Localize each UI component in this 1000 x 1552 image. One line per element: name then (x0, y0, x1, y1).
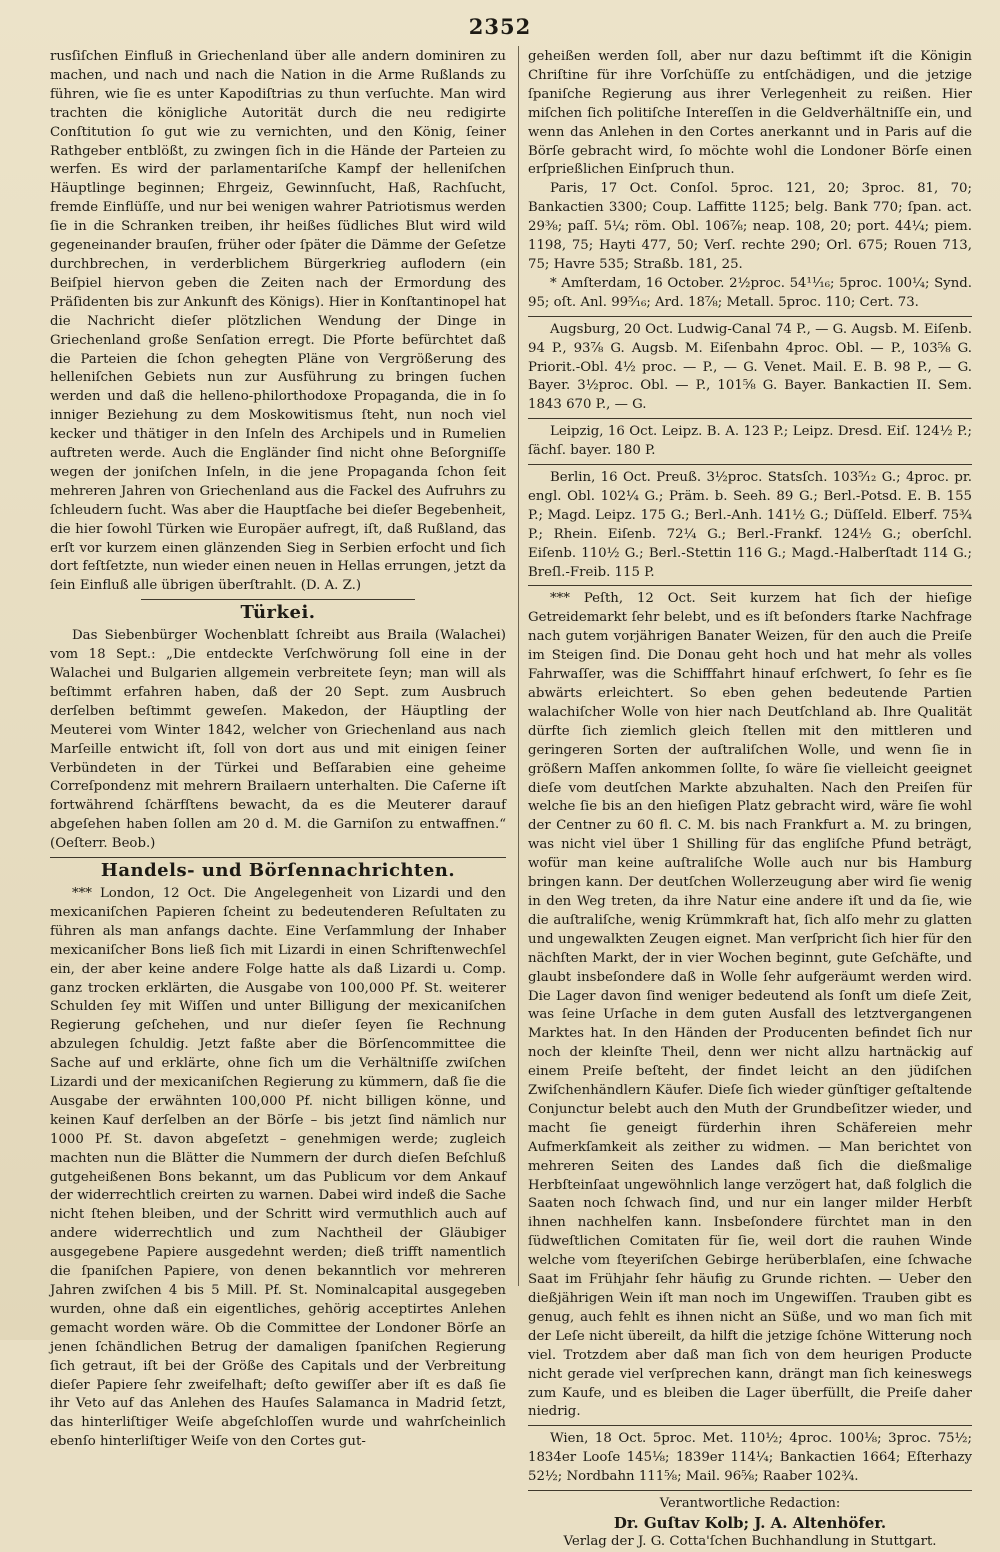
section-rule (50, 857, 506, 858)
amsterdam-market-report: * Amſterdam, 16 October. 2½proc. 54¹¹⁄₁₆; 5proc. 100¼; Synd. 95; oſt. Anl. 99⁵⁄₁₆; Ard. 18⅞; Metall. 5proc. 110; Cert. 73. (528, 275, 972, 310)
greece-article: rusſiſchen Einfluß in Griechenland über alle andern dominiren zu machen, und nach und nach die Nation in die Arme Rußlands zu führen, wie ſie es unter Kapodiſtrias zu thun verſuchte. Man wird trachten die königliche Autorität durch die neu redigirte Conſtitution ſo gut wie zu vernichten, und den König, ſeiner Rathgeber entblößt, zu zwingen ſich in die Hände der Parteien zu werfen. Es wird der parlamentariſche Kampf der helleniſchen Häuptlinge beginnen; Ehrgeiz, Gewinnſucht, Haß, Rachſucht, fremde Einflüſſe, und nur bei wenigen wahrer Patriotismus werden ſie in die Schranken treiben, ihr heißes ſüdliches Blut wird wild gegeneinander brauſen, früher oder ſpäter die Dämme der Geſetze durchbrechen, in verderblichem Bürgerkrieg auflodern (ein Beiſpiel hiervon geben die Zeiten nach der Ermordung des Präſidenten bis zur Ankunft des Königs). Hier in Konſtantinopel hat die Nachricht dieſer plötzlichen Wendung der Dinge in Griechenland große Senſation erregt. Die Pforte befürchtet daß die Parteien die ſchon gehegten Pläne von Vergrößerung des helleniſchen Gebiets nun zur Ausführung zu bringen ſuchen werden und daß die helleno-philorthodoxe Propaganda, die in ſo inniger Beziehung zu dem Moskowitismus ſteht, nun noch viel kecker und thätiger in den Inſeln des Archipels und in Rumelien auftreten werde. Auch die Engländer ſind nicht ohne Beſorgniſſe wegen der joniſchen Inſeln, in die jene Propaganda ſchon ſeit mehreren Jahren von Griechenland aus die Fackel des Aufruhrs zu ſchleudern ſucht. Was aber die Hauptſache bei dieſer Begebenheit, die hier ſowohl Türken wie Europäer aufregt, iſt, daß Rußland, das erſt vor kurzem einen glänzenden Sieg in Serbien erfocht und ſich dort feſtſetzte, nun wieder einen neuen in Hellas errungen, jetzt da ſein Einfluß alle übrigen überſtrahlt. (D. A. Z.) (50, 49, 506, 594)
right-column (528, 48, 972, 1552)
section-rule (141, 599, 415, 600)
trade-heading: Handels- und Börſennachrichten. (100, 860, 456, 882)
editorial-heading: Verantwortliche Redaction: (659, 1496, 841, 1512)
left-column (50, 48, 506, 1452)
column-divider (518, 46, 519, 1286)
page-number: 2352 (468, 14, 532, 39)
section-rule (528, 418, 972, 419)
turkey-article: Das Siebenbürger Wochenblatt ſchreibt aus Braila (Walachei) vom 18 Sept.: „Die entdeckte Verſchwörung ſoll eine in der Walachei und Bulgarien allgemein verbreitete ſeyn; man will als beſtimmt erfahren haben, daß der 20 Sept. zum Ausbruch derſelben beſtimmt geweſen. Makedon, der Häuptling der Meuterei vom Winter 1842, welcher von Griechenland aus nach Marſeille entwicht iſt, ſoll von dort aus und mit einigen ſeiner Verbündeten in der Türkei und Beſſarabien eine geheime Correſpondenz mit mehrern Brailaern unterhalten. Die Caſerne iſt fortwährend ſchärfſtens bewacht, da es die Meuterer darauf abgeſehen haben ſollen am 20 d. M. die Garniſon zu entwaffnen.“ (Oeſterr. Beob.) (50, 628, 506, 852)
london-article-continued: geheißen werden ſoll, aber nur dazu beſtimmt iſt die Königin Chriſtine für ihre Vorſchüſſe zu entſchädigen, und die jetzige ſpaniſche Regierung aus ihrer Verlegenheit zu reißen. Hier miſchen ſich politiſche Intereſſen in die Geldverhältniſſe ein, und wenn das Anlehen in den Cortes anerkannt und in Paris auf die Börſe gebracht wird, ſo möchte wohl die Londoner Börſe einen erſprießlichen Einſpruch thun. (528, 49, 972, 178)
pesth-article: *** Peſth, 12 Oct. Seit kurzem hat ſich der hieſige Getreidemarkt ſehr belebt, und es iſt beſonders ſtarke Nachfrage nach gutem vorjährigen Banater Weizen, für den auch die Preiſe im Steigen ſind. Die Donau geht hoch und hat mehr als volles Fahrwaſſer, was die Schifffahrt hinauf erſchwert, ſo ſehr es ſie abwärts erleichtert. So eben gehen bedeutende Partien walachiſcher Wolle von hier nach Deutſchland ab. Ihre Qualität dürfte ſich ziemlich gleich ſtellen mit den mittleren und geringeren Sorten der auſtraliſchen Wolle, und wenn ſie in größern Maſſen ankommen ſollte, ſo wäre ſie vielleicht geeignet dieſe vom deutſchen Markte abzuhalten. Nach den Preiſen für welche ſie bis an den hieſigen Platz gebracht wird, wäre ſie wohl der Centner zu 60 fl. C. M. bis nach Frankfurt a. M. zu bringen, was nicht viel über 1 Shilling für das engliſche Pfund beträgt, wofür man keine auſtraliſche Wolle auch nur bis Hamburg bringen kann. Der deutſchen Wollerzeugung aber wird ſie wenig in den Weg treten, da ihre Natur eine andere iſt und da ſie, wie die auſtraliſche, wenig Krümmkraft hat, ſich alſo mehr zu glatten und ungewalkten Zeugen eignet. Man verſpricht ſich hier für den nächſten Markt, der in vier Wochen beginnt, gute Geſchäfte, und glaubt insbeſondere daß in Wolle ſehr aufgeräumt werden wird. Die Lager davon ſind weniger bedeutend als ſonſt um dieſe Zeit, was ſeine Urſache in dem guten Ausfall des letztvergangenen Marktes hat. In den Händen der Producenten befindet ſich nur noch der kleinſte Theil, denn wer nicht allzu hartnäckig auf einem Preiſe beſteht, der findet leicht an den jüdiſchen Zwiſchenhändlern Käufer. Dieſe ſich wieder günſtiger geſtaltende Conjunctur belebt auch den Muth der Grundbeſitzer wieder, und macht ſie geneigt fürderhin ihren Schäfereien mehr Aufmerkſamkeit als zeither zu widmen. — Man berichtet von mehreren Seiten des Landes daß ſich die dießmalige Herbſteinſaat ungewöhnlich lange verzögert hat, daß folglich die Saaten noch ſchwach ſind, und nur ein langer milder Herbſt ihnen nachhelfen kann. Insbeſondere fürchtet man in den ſüdweſtlichen Comitaten für ſie, weil dort die rauhen Winde welche vom ſteyeriſchen Gebirge herüberblaſen, eine ſchwache Saat im Frühjahr ſehr häufig zu Grunde richten. — Ueber den dießjährigen Wein iſt man noch im Ungewiſſen. Trauben gibt es genug, auch fehlt es ihnen nicht an Süße, und wo man ſich mit der Leſe nicht übereilt, da hilft die jetzige ſchöne Witterung noch viel. Trotzdem aber daß man ſich von dem heurigen Producte nicht gerade viel verſprechen kann, drängt man ſich keineswegs zum Kaufe, und es bleiben die Lager überfüllt, die Preiſe daher niedrig. (528, 591, 972, 1420)
wien-market-report: Wien, 18 Oct. 5proc. Met. 110½; 4proc. 100⅛; 3proc. 75½; 1834er Looſe 145⅛; 1839er 114¼; Bankactien 1664; Eſterhazy 52½; Nordbahn 111⅝; Mail. 96⅝; Raaber 102¾. (528, 1431, 972, 1485)
section-rule (528, 316, 972, 317)
berlin-market-report: Berlin, 16 Oct. Preuß. 3½proc. Statsſch. 103⁵⁄₁₂ G.; 4proc. pr. engl. Obl. 102¼ G.; Präm. b. Seeh. 89 G.; Berl.-Potsd. E. B. 155 P.; Magd. Leipz. 175 G.; Berl.-Anh. 141½ G.; Düſſeld. Elberf. 75¾ P.; Rhein. Eiſenb. 72¼ G.; Berl.-Frankf. 124½ G.; oberſchl. Eiſenb. 110½ G.; Berl.-Stettin 116 G.; Magd.-Halberſtadt 114 G.; Breſl.-Freib. 115 P. (528, 470, 972, 580)
editor-names: Dr. Guſtav Kolb; J. A. Altenhöfer. (613, 1513, 887, 1532)
augsburg-market-report: Augsburg, 20 Oct. Ludwig-Canal 74 P., — G. Augsb. M. Eiſenb. 94 P., 93⅞ G. Augsb. M. Eiſenbahn 4proc. Obl. — P., 103⅝ G. Priorit.-Obl. 4½ proc. — P., — G. Venet. Mail. E. B. 98 P., — G. Bayer. 3½proc. Obl. — P., 101⅝ G. Bayer. Bankactien II. Sem. 1843 670 P., — G. (528, 321, 972, 413)
publisher-line: Verlag der J. G. Cotta'ſchen Buchhandlung in Stuttgart. (563, 1533, 937, 1549)
editorial-imprint (528, 1495, 972, 1552)
section-rule (528, 1490, 972, 1491)
paris-market-report: Paris, 17 Oct. Conſol. 5proc. 121, 20; 3proc. 81, 70; Bankactien 3300; Coup. Laffitte 1125; belg. Bank 770; ſpan. act. 29⅜; paſſ. 5¼; röm. Obl. 106⅞; neap. 108, 20; port. 44¼; piem. 1198, 75; Hayti 477, 50; Verſ. rechte 290; Orl. 675; Rouen 713, 75; Havre 535; Straßb. 181, 25. (528, 181, 972, 272)
section-rule (528, 585, 972, 586)
turkey-heading: Türkei. (240, 602, 316, 624)
leipzig-market-report: Leipzig, 16 Oct. Leipz. B. A. 123 P.; Leipz. Dresd. Eiſ. 124½ P.; ſächſ. bayer. 180 P. (528, 424, 972, 459)
section-rule (528, 464, 972, 465)
section-rule (528, 1425, 972, 1426)
london-article: *** London, 12 Oct. Die Angelegenheit von Lizardi und den mexicaniſchen Papieren ſcheint zu bedeutenderen Reſultaten zu führen als man anfangs dachte. Eine Verſammlung der Inhaber mexicaniſcher Bons ließ ſich mit Lizardi in einen Schriftenwechſel ein, der aber keine andere Folge hatte als daß Lizardi u. Comp. ganz trocken erklärten, die Ausgabe von 100,000 Pf. St. weiterer Schulden ſey mit Wiſſen und unter Billigung der mexicaniſchen Regierung geſchehen, und nur dieſer ſeyen ſie Rechnung abzulegen ſchuldig. Jetzt faßte aber die Börſencommittee die Sache auf und erklärte, ohne ſich um die Verhältniſſe zwiſchen Lizardi und der mexicaniſchen Regierung zu kümmern, daß ſie die Ausgabe der erwähnten 100,000 Pf. nicht billigen könne, und keinen Kauf derſelben an der Börſe – bis jetzt ſind nämlich nur 1000 Pf. St. davon abgeſetzt – genehmigen werde; zugleich machten nun die Blätter die Nummern der durch dieſen Beſchluß gutgeheißenen Bons bekannt, um das Publicum vor dem Ankauf der widerrechtlich creirten zu warnen. Dabei wird indeß die Sache nicht ſtehen bleiben, und der Schritt wird vermuthlich auch auf andere widerrechtlich und zum Nachtheil der Gläubiger ausgegebene Papiere ausgedehnt werden; dieß trifft namentlich die ſpaniſchen Papiere, von denen bekanntlich vor mehreren Jahren zwiſchen 4 bis 5 Mill. Pf. St. Nominalcapital ausgegeben wurden, ohne daß ein eigentliches, gehörig acceptirtes Anlehen gemacht worden wäre. Ob die Committee der Londoner Börſe an jenen ſchändlichen Betrug der damaligen ſpaniſchen Regierung ſich getraut, iſt bei der Größe des Capitals und der Verbreitung dieſer Papiere ſehr zweifelhaft; deſto gewiſſer aber iſt es daß ſie ihr Veto auf das Anlehen des Hauſes Salamanca in Madrid ſetzt, das hinterliſtiger Weiſe abgeſchloſſen wurde und wahrſcheinlich ebenſo hinterliſtiger Weiſe von den Cortes gut- (50, 885, 506, 1450)
